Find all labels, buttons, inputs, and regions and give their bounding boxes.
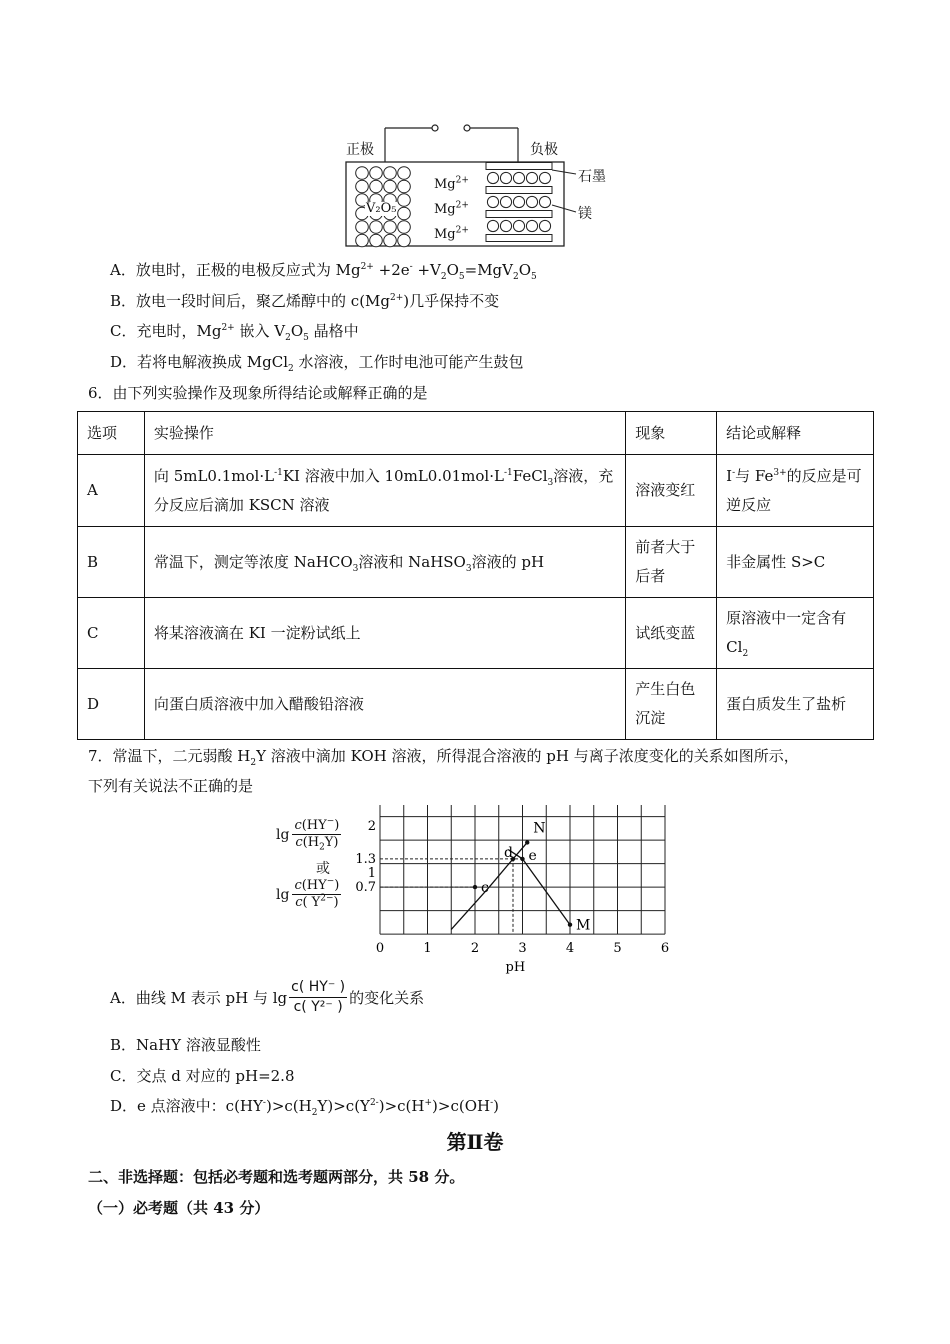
q6-stem: 6．由下列实验操作及现象所得结论或解释正确的是	[88, 384, 428, 402]
table-row	[78, 527, 874, 598]
switch-terminal-right	[464, 125, 470, 131]
magnesium-particle	[539, 196, 550, 207]
fraction-denominator: c( Y²⁻ )	[293, 999, 343, 1015]
cathode-particle	[398, 207, 411, 220]
cathode-particle	[398, 180, 411, 193]
chart-grid	[380, 805, 665, 934]
table-row	[78, 455, 874, 527]
x-tick-label: 1	[423, 941, 432, 957]
table-row	[78, 598, 874, 669]
cathode-particle	[370, 180, 383, 193]
row-phenomenon: 试纸变蓝	[626, 598, 717, 669]
fraction-numerator: c( HY⁻ )	[289, 978, 347, 998]
cathode-particle	[356, 221, 369, 234]
cathode-particle	[370, 234, 383, 247]
row-phenomenon: 前者大于后者	[626, 527, 717, 598]
x-tick-label: 2	[470, 941, 480, 957]
row-operation: 常温下，测定等浓度 NaHCO$_3$溶液和 NaHSO$_3$溶液的 pH	[144, 527, 625, 598]
mg-ion-label-2: $Mg^{2+}$	[434, 200, 469, 217]
row-option: A	[78, 455, 145, 527]
header-phenomenon: 现象	[626, 412, 717, 455]
magnesium-particle	[513, 172, 524, 183]
positive-electrode-label: 正极	[346, 142, 374, 158]
graphite-plate	[486, 211, 552, 218]
magnesium-particle	[500, 196, 511, 207]
negative-electrode-label: 负极	[530, 142, 558, 158]
graphite-plate	[486, 187, 552, 194]
graphite-plate	[486, 163, 552, 170]
magnesium-particle	[487, 220, 498, 231]
row-option: D	[78, 669, 145, 740]
y-tick-label: 1.3	[355, 851, 376, 867]
magnesium-particle	[487, 172, 498, 183]
cathode-particle	[356, 234, 369, 247]
point-label-d: d	[504, 844, 513, 861]
magnesium-particle	[487, 196, 498, 207]
cathode-particle	[370, 221, 383, 234]
magnesium-particle	[526, 220, 537, 231]
part2-title: 第Ⅱ卷	[446, 1130, 504, 1154]
switch-terminal-left	[432, 125, 438, 131]
row-conclusion: 原溶液中一定含有 $Cl_2$	[717, 598, 874, 669]
cathode-particle	[398, 194, 411, 207]
cathode-particle	[398, 234, 411, 247]
chart-ticks	[355, 819, 669, 975]
q7-option-c: C．交点 d 对应的 pH=2.8	[110, 1067, 295, 1085]
point-N	[525, 840, 529, 844]
point-label-e: e	[528, 847, 537, 864]
row-phenomenon: 溶液变红	[626, 455, 717, 527]
cathode-particle	[356, 180, 369, 193]
cathode-particle	[398, 167, 411, 180]
cathode-particle	[384, 234, 397, 247]
row-conclusion: 非金属性 S>C	[717, 527, 874, 598]
y-axis-label-bottom: lg c(HY−) c( $Y^{2-}$)	[276, 876, 340, 910]
chart-points	[473, 820, 591, 933]
q5-option-c: C．充电时，$Mg^{2+}$ 嵌入 $V_2O_5$ 晶格中	[110, 322, 359, 343]
mg-ion-label-1: $Mg^{2+}$	[434, 175, 469, 192]
q5-option-b: B．放电一段时间后，聚乙烯醇中的 $c(Mg^{2+})$几乎保持不变	[110, 292, 500, 310]
cathode-particle	[370, 167, 383, 180]
magnesium-particle	[500, 220, 511, 231]
point-c	[473, 885, 477, 889]
point-e	[520, 857, 524, 861]
mg-ion-label-3: $Mg^{2+}$	[434, 225, 469, 242]
row-operation: 向蛋白质溶液中加入醋酸铅溶液	[144, 669, 625, 740]
header-option: 选项	[78, 412, 145, 455]
row-operation: 将某溶液滴在 KI 一淀粉试纸上	[144, 598, 625, 669]
point-M	[568, 923, 572, 927]
row-option: C	[78, 598, 145, 669]
x-tick-label: 5	[613, 941, 622, 957]
table-header-row	[78, 412, 874, 455]
magnesium-particle	[526, 172, 537, 183]
y-axis-label-or: 或	[316, 861, 330, 877]
q5-option-a: A．放电时，正极的电极反应式为 $Mg^{2+} +2e^- +V_2O_5=MgV_2O_5$	[110, 261, 537, 282]
graphite-plate	[486, 235, 552, 242]
x-axis-label: pH	[505, 960, 526, 976]
y-tick-label: 2	[367, 819, 376, 834]
magnesium-particle	[513, 196, 524, 207]
cathode-particle	[384, 221, 397, 234]
magnesium-particle	[500, 172, 511, 183]
magnesium-particle	[513, 220, 524, 231]
x-tick-label: 3	[518, 941, 527, 957]
table-row	[78, 669, 874, 740]
part2-section: 二、非选择题：包括必考题和选考题两部分，共 58 分。	[88, 1168, 465, 1186]
magnesium-particle	[526, 196, 537, 207]
magnesium-label: 镁	[578, 206, 592, 222]
header-operation: 实验操作	[144, 412, 625, 455]
y-tick-label: 1	[367, 866, 376, 881]
cathode-particle	[356, 167, 369, 180]
row-conclusion: 蛋白质发生了盐析	[717, 669, 874, 740]
graphite-label: 石墨	[578, 169, 606, 185]
point-label-N: N	[533, 820, 546, 837]
point-label-M: M	[576, 917, 591, 934]
cathode-particle	[398, 221, 411, 234]
series-line-N	[451, 842, 527, 929]
row-phenomenon: 产生白色沉淀	[626, 669, 717, 740]
row-option: B	[78, 527, 145, 598]
experiment-table	[77, 411, 874, 740]
q7-option-d: D．e 点溶液中：$c(HY^-)>c(H_2Y)>c(Y^{2-})>c(H^+)>c(OH^-)$	[110, 1097, 500, 1118]
q7-option-a: A． 曲线 M 表示 pH 与 lg $\frac{c( HY^- )}{\text{c( Y²⁻ )}}$ 的变化关系	[110, 979, 425, 1015]
magnesium-particle	[539, 172, 550, 183]
header-conclusion: 结论或解释	[717, 412, 874, 455]
anode-stack	[486, 163, 552, 242]
magnesium-particle	[539, 220, 550, 231]
y-tick-label: 0.7	[355, 880, 376, 896]
part2-subsection: （一）必考题（共 43 分）	[88, 1199, 270, 1217]
ph-chart	[350, 800, 690, 976]
y-axis-label-top: lg c(HY−) $c(H_2Y)$	[276, 816, 340, 853]
q7-option-b: B．NaHY 溶液显酸性	[110, 1036, 261, 1054]
point-label-c: c	[481, 880, 489, 897]
x-tick-label: 6	[660, 941, 670, 957]
cathode-particle	[384, 180, 397, 193]
row-conclusion: I-与 $Fe^{3+}$的反应是可逆反应	[717, 455, 874, 527]
x-tick-label: 4	[565, 941, 575, 957]
q7-stem: 7．常温下，二元弱酸 $H_2Y$ 溶液中滴加 KOH 溶液，所得混合溶液的 pH 与离子浓度变化的关系如图所示， 下列有关说法不正确的是	[88, 747, 799, 795]
q5-option-d: D．若将电解液换成 MgCl$_2$ 水溶液，工作时电池可能产生鼓包	[110, 353, 524, 374]
x-tick-label: 0	[375, 941, 385, 957]
row-operation: 向 $5mL0.1mol\cdot L^{-1}KI$ 溶液中加入 $10mL0.01mol\cdot L^{-1}FeCl_3$溶液，充分反应后滴加 KSCN 溶液	[144, 455, 625, 527]
cathode-particle	[384, 167, 397, 180]
cathode-material-label: V₂O₅	[366, 201, 397, 216]
